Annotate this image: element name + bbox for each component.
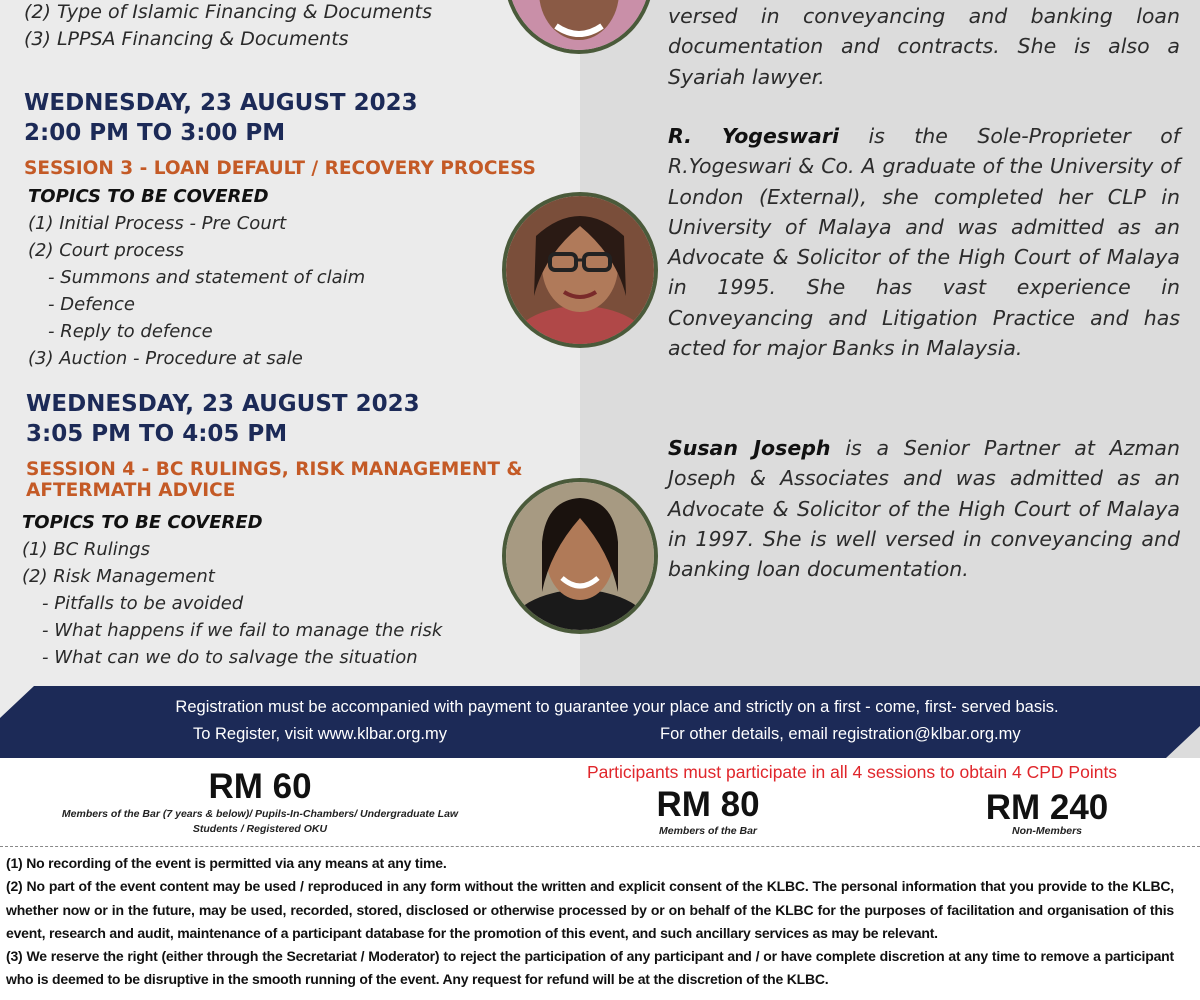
price-tier-3-note: Non-Members (1011, 825, 1082, 837)
speaker-photo-yogeswari (502, 192, 658, 348)
session3-topic-subitem: - Defence (48, 294, 135, 315)
bio-name: R. Yogeswari (668, 124, 839, 148)
session3-date: WEDNESDAY, 23 AUGUST 2023 (24, 90, 418, 116)
session4-time: 3:05 PM TO 4:05 PM (26, 421, 288, 447)
session3-topics-title: TOPICS TO BE COVERED (28, 186, 269, 207)
session4-topic-subitem: - What happens if we fail to manage the risk (42, 620, 443, 641)
session4-title: SESSION 4 - BC RULINGS, RISK MANAGEMENT & AFTERMATH ADVICE (26, 459, 523, 501)
term-item: (1) No recording of the event is permitted via any means at any time. (6, 855, 447, 871)
registration-banner (0, 686, 1200, 758)
session3-topic-item: (3) Auction - Procedure at sale (28, 348, 303, 369)
bio-text: is the Sole-Proprieter of R.Yogeswari & Co. A graduate of the University of London (External), she completed her CLP in University of Malaya and was admitted as an Advocate & Solicitor of the High Court of Malaya in 1995. She has vast experience in Conveyancing and Litigation Practice and has acted for major Banks in Malaysia. (668, 124, 1180, 361)
terms-and-conditions (6, 852, 1174, 992)
session4-topic-subitem: - What can we do to salvage the situation (42, 647, 418, 668)
term-item: (2) No part of the event content may be used / reproduced in any form without the written and explicit consent of the KLBC. The personal information that you provide to the KLBC, whether now or in the future, may be used, recorded, stored, disclosed or otherwise processed by or on behalf of the KLBC for the purposes of facilitation and organisation of this event, research and audit, maintenance of a participant database for the promotion of this event, and such ancillary services as may be relevant. (6, 878, 1174, 941)
price-tier-3: RM 240 (985, 788, 1109, 827)
price-tier-1-note: Members of the Bar (7 years & below)/ Pupils-In-Chambers/ Undergraduate Law Students / Registered OKU (61, 808, 459, 835)
previous-speaker-bio: versed in conveyancing and banking loan documentation and contracts. She is also a Syariah lawyer. (668, 4, 1180, 89)
session3-topic-subitem: - Reply to defence (48, 321, 213, 342)
session3-topic-item: (2) Court process (28, 240, 184, 261)
session2-topic-2: (2) Type of Islamic Financing & Documents (24, 1, 432, 23)
session4-topics-title: TOPICS TO BE COVERED (22, 512, 263, 533)
term-item: (3) We reserve the right (either through the Secretariat / Moderator) to reject the participation of any participant and / or have complete discretion at any time to remove a participant who is deemed to be disruptive in the smooth running of the event. Any request for refund will be at the discretion of the KLBC. (6, 948, 1174, 988)
email-contact[interactable]: For other details, email registration@klbar.org.my (660, 725, 1021, 743)
session4-topic-item: (2) Risk Management (22, 566, 215, 587)
price-tier-2: RM 80 (656, 785, 760, 824)
banner-corner (1166, 726, 1200, 758)
price-tier-1: RM 60 (208, 767, 312, 806)
bio-yogeswari (668, 121, 1180, 363)
session4-topic-item: (1) BC Rulings (22, 539, 150, 560)
speaker-photo-susan (502, 478, 658, 634)
bio-text: is a Senior Partner at Azman Joseph & Associates and was admitted as an Advocate & Solicitor of the High Court of Malaya in 1997. She is well versed in conveyancing and banking loan documentation. (668, 436, 1180, 582)
session4-topic-subitem: - Pitfalls to be avoided (42, 593, 244, 614)
bio-name: Susan Joseph (668, 436, 831, 460)
divider (0, 846, 1200, 847)
bio-susan (668, 433, 1180, 584)
session3-time: 2:00 PM TO 3:00 PM (24, 120, 286, 146)
register-link[interactable]: To Register, visit www.klbar.org.my (193, 725, 447, 743)
session3-title: SESSION 3 - LOAN DEFAULT / RECOVERY PROCESS (24, 158, 536, 179)
session4-date: WEDNESDAY, 23 AUGUST 2023 (26, 391, 420, 417)
session2-topic-3: (3) LPPSA Financing & Documents (24, 28, 349, 50)
registration-notice: Registration must be accompanied with payment to guarantee your place and strictly on a first - come, first- served basis. (175, 698, 1059, 716)
session3-topic-item: (1) Initial Process - Pre Court (28, 213, 287, 234)
session3-topic-subitem: - Summons and statement of claim (48, 267, 366, 288)
cpd-note: Participants must participate in all 4 sessions to obtain 4 CPD Points (586, 762, 1118, 782)
price-tier-2-note: Members of the Bar (658, 825, 758, 837)
